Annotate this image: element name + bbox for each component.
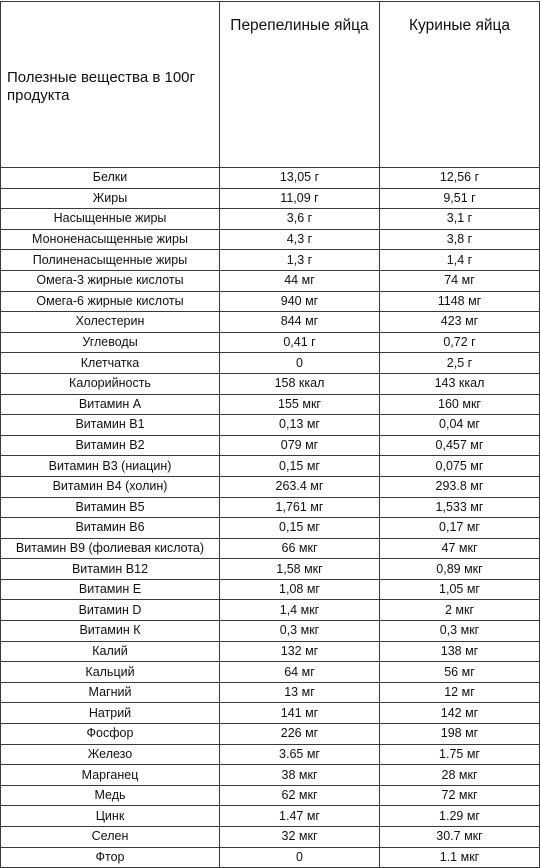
quail-value-cell: 940 мг: [220, 291, 380, 312]
chicken-value-cell: 0,3 мкг: [380, 621, 540, 642]
quail-value-cell: 141 мг: [220, 703, 380, 724]
quail-value-cell: 132 мг: [220, 641, 380, 662]
table-row: [1, 394, 540, 415]
table-row: [1, 209, 540, 230]
table-row: [1, 538, 540, 559]
nutrient-name-cell: Витамин В3 (ниацин): [1, 456, 220, 477]
table-row: [1, 785, 540, 806]
nutrient-name-cell: Цинк: [1, 806, 220, 827]
quail-value-cell: 0: [220, 353, 380, 374]
quail-value-cell: 3.65 мг: [220, 744, 380, 765]
nutrient-name-cell: Марганец: [1, 765, 220, 786]
chicken-value-cell: 0,075 мг: [380, 456, 540, 477]
quail-value-cell: 1,761 мг: [220, 497, 380, 518]
table-row: [1, 270, 540, 291]
corner-header-cell: [1, 2, 220, 168]
quail-value-cell: 1,3 г: [220, 250, 380, 271]
chicken-value-cell: 72 мкг: [380, 785, 540, 806]
quail-value-cell: 0: [220, 847, 380, 868]
table-row: [1, 703, 540, 724]
nutrient-name-cell: Витамин В4 (холин): [1, 476, 220, 497]
chicken-value-cell: 1148 мг: [380, 291, 540, 312]
nutrient-name-cell: Витамин Е: [1, 579, 220, 600]
quail-value-cell: 11,09 г: [220, 188, 380, 209]
chicken-value-cell: 138 мг: [380, 641, 540, 662]
nutrient-name-cell: Витамин В6: [1, 518, 220, 539]
table-row: [1, 188, 540, 209]
nutrient-name-cell: Омега-6 жирные кислоты: [1, 291, 220, 312]
table-row: [1, 291, 540, 312]
quail-value-cell: 4,3 г: [220, 229, 380, 250]
nutrient-comparison-table: [0, 1, 540, 868]
table-row: [1, 332, 540, 353]
nutrient-name-cell: Витамин В12: [1, 559, 220, 580]
nutrient-name-cell: Селен: [1, 827, 220, 848]
nutrient-name-cell: Витамин В9 (фолиевая кислота): [1, 538, 220, 559]
chicken-value-cell: 1,533 мг: [380, 497, 540, 518]
table-row: [1, 847, 540, 868]
chicken-value-cell: 12,56 г: [380, 168, 540, 189]
quail-value-cell: 0,15 мг: [220, 456, 380, 477]
table-row: [1, 682, 540, 703]
table-row: [1, 559, 540, 580]
nutrient-name-cell: Витамин В5: [1, 497, 220, 518]
quail-value-cell: 3,6 г: [220, 209, 380, 230]
column-header-quail: Перепелиные яйца: [220, 2, 380, 168]
table-row: [1, 373, 540, 394]
nutrient-name-cell: Белки: [1, 168, 220, 189]
quail-value-cell: 64 мг: [220, 662, 380, 683]
quail-value-cell: 0,41 г: [220, 332, 380, 353]
nutrient-name-cell: Мононенасыщенные жиры: [1, 229, 220, 250]
nutrient-name-cell: Холестерин: [1, 312, 220, 333]
chicken-value-cell: 293.8 мг: [380, 476, 540, 497]
chicken-value-cell: 142 мг: [380, 703, 540, 724]
nutrient-name-cell: Кальций: [1, 662, 220, 683]
table-row: [1, 497, 540, 518]
chicken-value-cell: 47 мкг: [380, 538, 540, 559]
quail-value-cell: 263.4 мг: [220, 476, 380, 497]
table-row: [1, 744, 540, 765]
quail-value-cell: 62 мкг: [220, 785, 380, 806]
nutrient-name-cell: Жиры: [1, 188, 220, 209]
quail-value-cell: 844 мг: [220, 312, 380, 333]
chicken-value-cell: 1.29 мг: [380, 806, 540, 827]
chicken-value-cell: 74 мг: [380, 270, 540, 291]
quail-value-cell: 155 мкг: [220, 394, 380, 415]
nutrient-name-cell: Калий: [1, 641, 220, 662]
table-body: [1, 168, 540, 868]
chicken-value-cell: 28 мкг: [380, 765, 540, 786]
quail-value-cell: 0,3 мкг: [220, 621, 380, 642]
chicken-value-cell: 12 мг: [380, 682, 540, 703]
chicken-value-cell: 0,89 мкг: [380, 559, 540, 580]
chicken-value-cell: 198 мг: [380, 724, 540, 745]
chicken-value-cell: 1,4 г: [380, 250, 540, 271]
chicken-value-cell: 0,457 мг: [380, 435, 540, 456]
quail-value-cell: 44 мг: [220, 270, 380, 291]
table-row: [1, 724, 540, 745]
nutrient-name-cell: Клетчатка: [1, 353, 220, 374]
table-row: [1, 456, 540, 477]
chicken-value-cell: 3,8 г: [380, 229, 540, 250]
table-row: [1, 827, 540, 848]
nutrient-name-cell: Калорийность: [1, 373, 220, 394]
quail-value-cell: 38 мкг: [220, 765, 380, 786]
nutrient-name-cell: Магний: [1, 682, 220, 703]
quail-value-cell: 0,15 мг: [220, 518, 380, 539]
table-row: [1, 415, 540, 436]
nutrient-name-cell: Витамин К: [1, 621, 220, 642]
chicken-value-cell: 0,72 г: [380, 332, 540, 353]
nutrient-name-cell: Медь: [1, 785, 220, 806]
table-row: [1, 662, 540, 683]
quail-value-cell: 13,05 г: [220, 168, 380, 189]
table-row: [1, 250, 540, 271]
chicken-value-cell: 0,04 мг: [380, 415, 540, 436]
nutrient-name-cell: Витамин А: [1, 394, 220, 415]
quail-value-cell: 1.47 мг: [220, 806, 380, 827]
table-row: [1, 600, 540, 621]
quail-value-cell: 0,13 мг: [220, 415, 380, 436]
chicken-value-cell: 2,5 г: [380, 353, 540, 374]
chicken-value-cell: 1.75 мг: [380, 744, 540, 765]
table-row: [1, 435, 540, 456]
corner-label: Полезные вещества в 100г продукта: [7, 68, 195, 104]
chicken-value-cell: 56 мг: [380, 662, 540, 683]
quail-value-cell: 66 мкг: [220, 538, 380, 559]
chicken-value-cell: 423 мг: [380, 312, 540, 333]
table-row: [1, 168, 540, 189]
table-row: [1, 229, 540, 250]
table-row: [1, 806, 540, 827]
quail-value-cell: 32 мкг: [220, 827, 380, 848]
quail-value-cell: 226 мг: [220, 724, 380, 745]
quail-value-cell: 1,08 мг: [220, 579, 380, 600]
quail-value-cell: 158 ккал: [220, 373, 380, 394]
nutrient-name-cell: Витамин D: [1, 600, 220, 621]
nutrient-name-cell: Натрий: [1, 703, 220, 724]
quail-value-cell: 1,4 мкг: [220, 600, 380, 621]
nutrient-name-cell: Витамин В2: [1, 435, 220, 456]
quail-value-cell: 079 мг: [220, 435, 380, 456]
nutrient-name-cell: Фосфор: [1, 724, 220, 745]
nutrient-name-cell: Полиненасыщенные жиры: [1, 250, 220, 271]
quail-value-cell: 13 мг: [220, 682, 380, 703]
table-row: [1, 353, 540, 374]
nutrient-name-cell: Насыщенные жиры: [1, 209, 220, 230]
nutrient-name-cell: Железо: [1, 744, 220, 765]
chicken-value-cell: 30.7 мкг: [380, 827, 540, 848]
table-row: [1, 765, 540, 786]
table-header-row: [1, 2, 540, 168]
nutrient-name-cell: Витамин В1: [1, 415, 220, 436]
nutrient-name-cell: Углеводы: [1, 332, 220, 353]
table-row: [1, 641, 540, 662]
chicken-value-cell: 9,51 г: [380, 188, 540, 209]
nutrient-name-cell: Омега-3 жирные кислоты: [1, 270, 220, 291]
chicken-value-cell: 1.1 мкг: [380, 847, 540, 868]
table-row: [1, 579, 540, 600]
column-header-chicken: Куриные яйца: [380, 2, 540, 168]
table-row: [1, 518, 540, 539]
table-row: [1, 312, 540, 333]
chicken-value-cell: 2 мкг: [380, 600, 540, 621]
quail-value-cell: 1,58 мкг: [220, 559, 380, 580]
nutrient-name-cell: Фтор: [1, 847, 220, 868]
chicken-value-cell: 3,1 г: [380, 209, 540, 230]
table-row: [1, 621, 540, 642]
chicken-value-cell: 1,05 мг: [380, 579, 540, 600]
chicken-value-cell: 160 мкг: [380, 394, 540, 415]
table-row: [1, 476, 540, 497]
chicken-value-cell: 143 ккал: [380, 373, 540, 394]
chicken-value-cell: 0,17 мг: [380, 518, 540, 539]
